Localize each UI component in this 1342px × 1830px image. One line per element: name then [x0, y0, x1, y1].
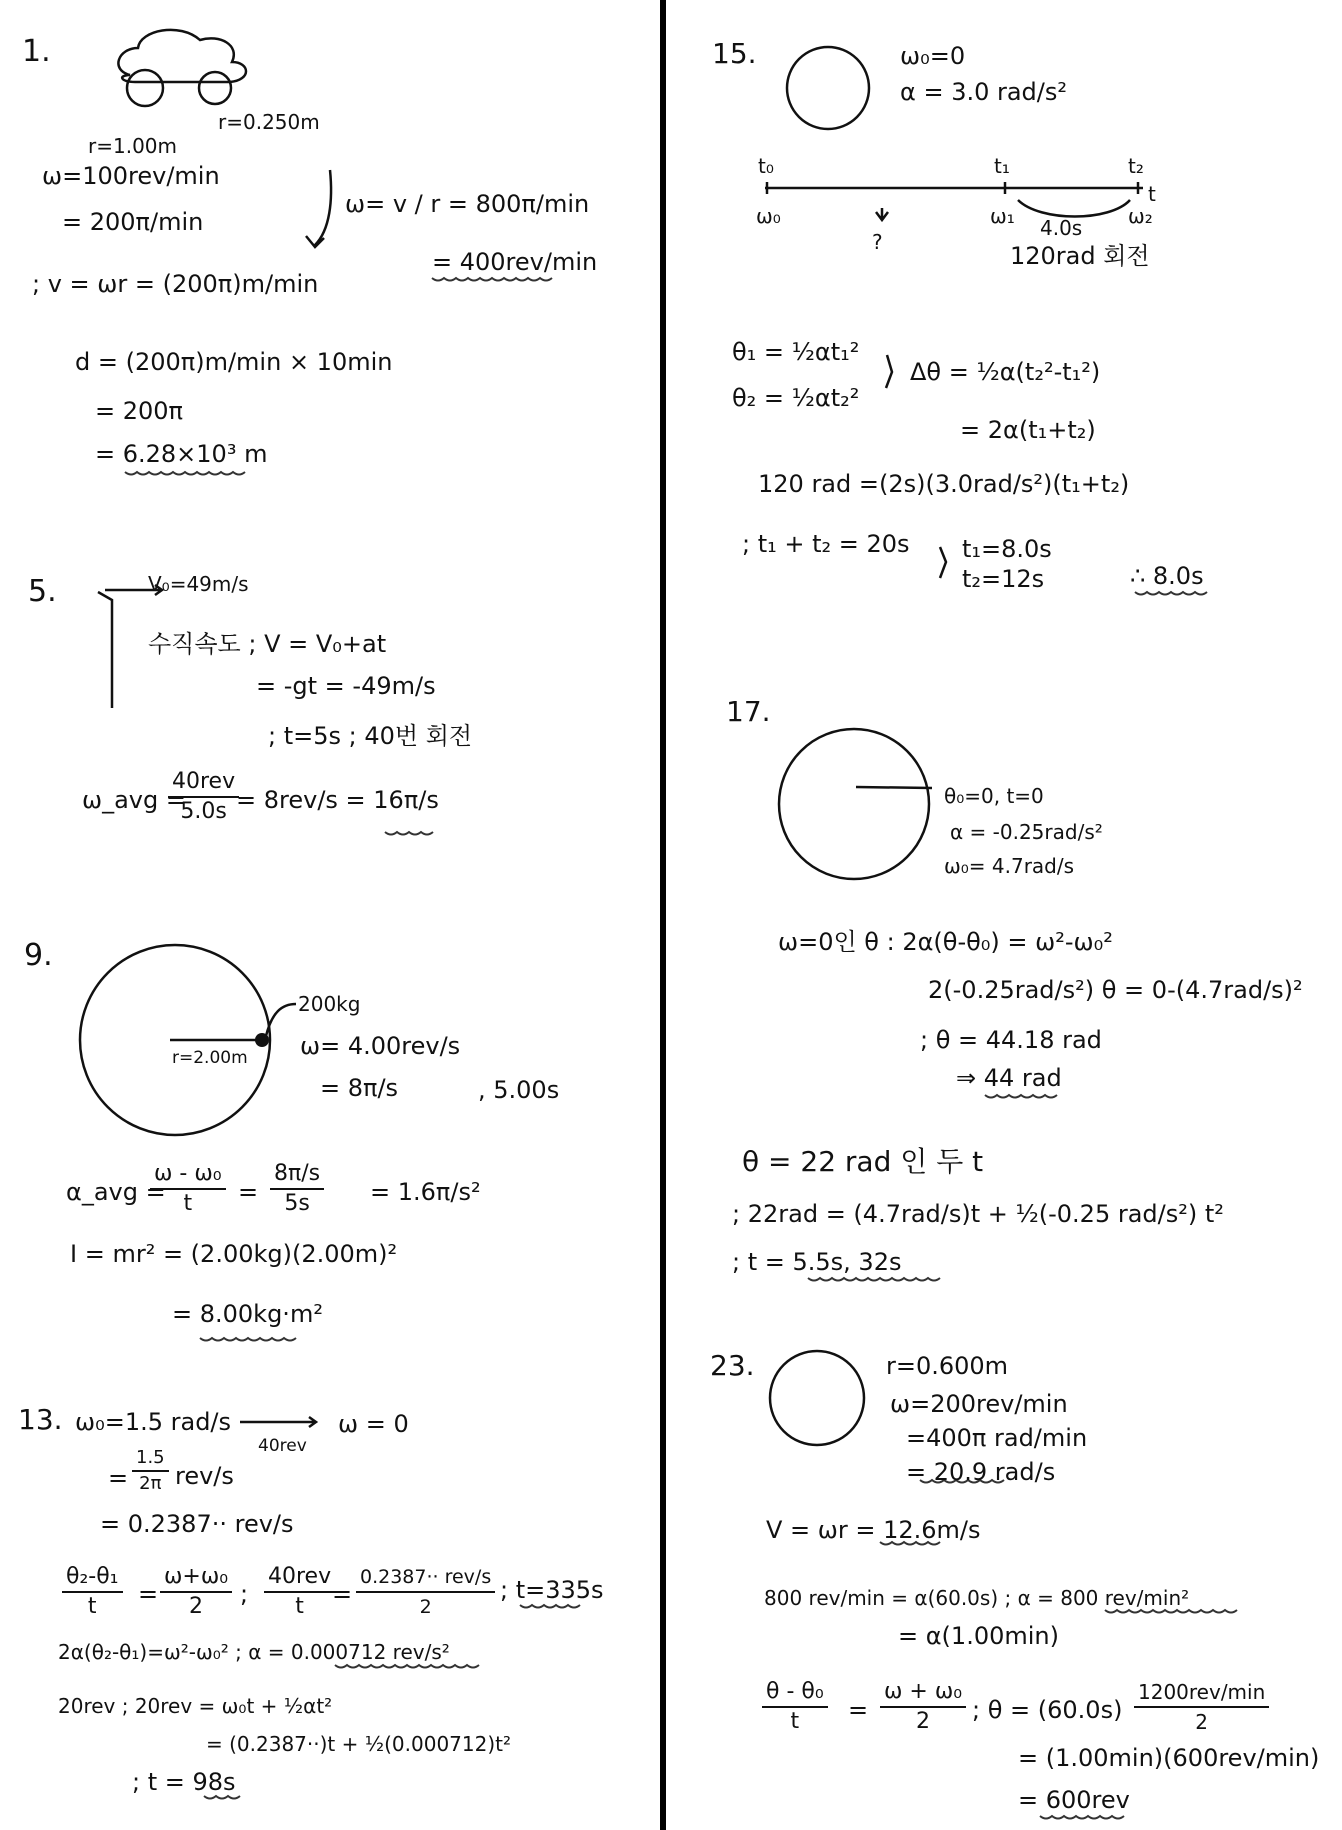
p17-line-4: ⇒ 44 rad [956, 1064, 1062, 1092]
p15-alpha: α = 3.0 rad/s² [900, 78, 1068, 106]
p9-alpha-avg-label: α_avg = [66, 1178, 166, 1206]
circle-15-drawing [787, 47, 869, 129]
p13-conversion-2: = 0.2387·· rev/s [100, 1510, 294, 1538]
car-wheel-left-drawing [127, 70, 163, 106]
underline-16pi [385, 832, 433, 835]
underline-600rev [1040, 1816, 1124, 1819]
p17-condition-3: ω₀= 4.7rad/s [944, 854, 1075, 878]
p5-line-1: 수직속도 ; V = V₀+at [148, 630, 387, 658]
p1-omega-ratio: ω= v / r = 800π/min [345, 190, 590, 218]
p13-conversion-bottom: 2π [139, 1473, 162, 1494]
p13-eq-fraction-2 [160, 1565, 232, 1619]
p13-eq-fraction-4-bottom: 2 [419, 1596, 432, 1618]
arrow-1-drawing [306, 170, 331, 247]
underline-t-values [808, 1278, 940, 1281]
underline-8s [1135, 592, 1207, 595]
p5-fraction-top: 40rev [168, 770, 239, 798]
p23-fraction-3-top: 1200rev/min [1134, 1680, 1269, 1708]
p23-fraction-equals: = [848, 1696, 869, 1724]
p9-omega: ω= 4.00rev/s [300, 1032, 461, 1060]
p23-fraction-3-bottom: 2 [1195, 1710, 1208, 1734]
problem-5-number: 5. [28, 574, 57, 609]
circle-23-drawing [770, 1351, 864, 1445]
p17-line-3: ; θ = 44.18 rad [920, 1026, 1102, 1054]
p13-eq-fraction-1-top: θ₂-θ₁ [62, 1565, 123, 1593]
p13-conversion-top: 1.5 [132, 1448, 169, 1472]
p1-distance-2: = 200π [95, 397, 183, 425]
p5-fraction-bottom: 5.0s [180, 799, 227, 824]
p13-eq-fraction-4-top: 0.2387·· rev/s [356, 1565, 495, 1593]
circle-17-drawing [779, 729, 929, 879]
p23-fraction-1 [762, 1680, 828, 1734]
problem-23-number: 23. [710, 1349, 755, 1382]
p15-delta-theta-2: = 2α(t₁+t₂) [960, 416, 1096, 444]
p23-velocity: V = ωr = 12.6m/s [766, 1516, 981, 1544]
p13-eq-fraction-2-bottom: 2 [189, 1594, 204, 1619]
p17-line-5: θ = 22 rad 인 두 t [742, 1145, 984, 1178]
column-divider [660, 0, 666, 1830]
p13-eq-fraction-1 [62, 1565, 123, 1619]
p5-line-3: ; t=5s ; 40번 회전 [268, 722, 473, 750]
car-wheel-right-drawing [199, 72, 231, 104]
p13-20rev-2: = (0.2387··)t + ½(0.000712)t² [206, 1732, 512, 1756]
p15-rotation: 120rad 회전 [1010, 242, 1150, 270]
p13-arrow-label: 40rev [258, 1436, 307, 1456]
p9-equals: = [238, 1178, 259, 1206]
underline-8kgm2 [200, 1338, 296, 1341]
p15-t1-value: t₁=8.0s [962, 535, 1052, 563]
underline-44rad [985, 1095, 1057, 1098]
p15-label-t1: t₁ [994, 154, 1010, 178]
p23-fraction-2 [880, 1680, 966, 1734]
p13-alpha: 2α(θ₂-θ₁)=ω²-ω₀² ; α = 0.000712 rev/s² [58, 1640, 450, 1664]
p23-theta-2: = (1.00min)(600rev/min) [1018, 1744, 1320, 1772]
p17-condition-1: θ₀=0, t=0 [944, 784, 1044, 808]
p1-omega-2: = 200π/min [62, 208, 204, 236]
p23-omega-3: = 20.9 rad/s [906, 1458, 1056, 1486]
p1-distance-3: = 6.28×10³ m [95, 440, 268, 468]
p9-inertia-2: = 8.00kg·m² [172, 1300, 323, 1328]
p15-label-w1: ω₁ [990, 204, 1015, 228]
p17-line-1: ω=0인 θ : 2α(θ-θ₀) = ω²-ω₀² [778, 928, 1113, 956]
p9-mass: 200kg [298, 992, 361, 1016]
p9-inertia-1: I = mr² = (2.00kg)(2.00m)² [70, 1240, 398, 1268]
p1-track-radius: r=1.00m [88, 134, 177, 158]
p9-alpha-avg-result: = 1.6π/s² [370, 1178, 481, 1206]
p15-t2-value: t₂=12s [962, 565, 1045, 593]
circle-9-drawing [80, 945, 270, 1135]
car-body-drawing [118, 30, 246, 82]
p9-radius: r=2.00m [172, 1048, 248, 1068]
p23-alpha-2: = α(1.00min) [898, 1622, 1059, 1650]
p15-sum: ; t₁ + t₂ = 20s [742, 530, 910, 558]
problem-9-number: 9. [24, 938, 53, 973]
p23-omega-1: ω=200rev/min [890, 1390, 1068, 1418]
underline-335s [520, 1605, 580, 1608]
p23-radius: r=0.600m [886, 1352, 1009, 1380]
p13-eq-fraction-4 [356, 1565, 495, 1619]
p13-conversion-unit: rev/s [175, 1462, 234, 1490]
p1-velocity: ; v = ωr = (200π)m/min [32, 270, 319, 298]
p9-time: , 5.00s [478, 1076, 560, 1104]
down-arrow-15-drawing [876, 208, 888, 220]
p23-fraction-1-bottom: t [790, 1709, 800, 1734]
p15-label-t2: t₂ [1128, 154, 1144, 178]
p15-omega0: ω₀=0 [900, 42, 966, 70]
bracket-5-drawing [98, 592, 112, 708]
p13-eq-fraction-3 [264, 1565, 335, 1619]
p13-semicolon: ; [240, 1580, 249, 1608]
p23-alpha-1: 800 rev/min = α(60.0s) ; α = 800 rev/min² [764, 1586, 1190, 1610]
p13-omega0: ω₀=1.5 rad/s [75, 1408, 232, 1436]
p23-omega-2: =400π rad/min [906, 1424, 1088, 1452]
p9-fraction-2-top: 8π/s [270, 1162, 324, 1190]
p15-label-w2: ω₂ [1128, 204, 1153, 228]
p23-fraction-2-bottom: 2 [916, 1709, 931, 1734]
p13-time-2: ; t = 98s [132, 1768, 236, 1796]
p15-duration: 4.0s [1040, 216, 1083, 240]
p23-theta-3: = 600rev [1018, 1786, 1130, 1814]
mass-pointer-9-drawing [266, 1004, 296, 1036]
underline-400rev [432, 278, 552, 281]
p13-20rev: 20rev ; 20rev = ω₀t + ½αt² [58, 1694, 333, 1718]
p5-omega-avg-result: = 8rev/s = 16π/s [236, 786, 439, 814]
p23-fraction-3 [1134, 1680, 1269, 1734]
p13-conversion-fraction [132, 1448, 169, 1494]
p5-omega-avg-label: ω_avg = [82, 786, 186, 814]
arrow-13-drawing [240, 1417, 316, 1427]
p15-answer: ∴ 8.0s [1130, 562, 1204, 590]
p15-label-w0: ω₀ [756, 204, 781, 228]
p9-fraction-1 [150, 1162, 226, 1216]
p15-delta-theta: Δθ = ½α(t₂²-t₁²) [910, 358, 1101, 386]
p17-line-7: ; t = 5.5s, 32s [732, 1248, 902, 1276]
p13-eq-fraction-3-top: 40rev [264, 1565, 335, 1593]
p15-axis-t: t [1148, 182, 1156, 206]
problem-17-number: 17. [726, 695, 771, 728]
radius-17-drawing [856, 787, 932, 788]
p15-unknown: ? [872, 230, 883, 254]
p5-initial-velocity: V₀=49m/s [148, 572, 249, 596]
p15-theta2: θ₂ = ½αt₂² [732, 384, 860, 412]
p9-fraction-1-bottom: t [183, 1191, 193, 1216]
problem-15-number: 15. [712, 37, 757, 70]
p9-fraction-1-top: ω - ω₀ [150, 1162, 226, 1190]
p13-time-1: ; t=335s [500, 1576, 604, 1604]
p15-label-t0: t₀ [758, 154, 774, 178]
p23-fraction-2-top: ω + ω₀ [880, 1680, 966, 1708]
p9-fraction-2 [270, 1162, 324, 1216]
p13-eq-fraction-1-bottom: t [87, 1594, 97, 1619]
p13-omega-end: ω = 0 [338, 1410, 409, 1438]
underline-98s [204, 1796, 240, 1799]
p13-eq-fraction-3-bottom: t [295, 1594, 304, 1619]
p9-fraction-2-bottom: 5s [284, 1191, 310, 1216]
p5-line-2: = -gt = -49m/s [256, 672, 436, 700]
p1-omega-result: = 400rev/min [432, 248, 598, 276]
mass-dot-9-drawing [255, 1033, 269, 1047]
bracket-15a-drawing [886, 355, 892, 388]
p17-line-6: ; 22rad = (4.7rad/s)t + ½(-0.25 rad/s²) t² [732, 1200, 1224, 1228]
problem-13-number: 13. [18, 1403, 63, 1436]
p13-eq-fraction-2-top: ω+ω₀ [160, 1565, 232, 1593]
p13-conv-equals: = [108, 1464, 129, 1492]
p13-eq-equals-2: = [332, 1580, 353, 1608]
p5-fraction [168, 770, 239, 824]
p17-line-2: 2(-0.25rad/s²) θ = 0-(4.7rad/s)² [928, 976, 1303, 1004]
p17-condition-2: α = -0.25rad/s² [950, 820, 1103, 844]
p15-equation: 120 rad =(2s)(3.0rad/s²)(t₁+t₂) [758, 470, 1130, 498]
p23-fraction-1-top: θ - θ₀ [762, 1680, 828, 1708]
p1-distance-1: d = (200π)m/min × 10min [75, 348, 393, 376]
underline-628 [125, 472, 245, 475]
bracket-15b-drawing [940, 547, 946, 578]
p13-eq-equals-1: = [138, 1580, 159, 1608]
p1-wheel-radius: r=0.250m [218, 110, 320, 134]
p1-omega: ω=100rev/min [42, 162, 220, 190]
p23-theta: ; θ = (60.0s) [972, 1696, 1123, 1724]
p9-omega-2: = 8π/s [320, 1074, 399, 1102]
p15-theta1: θ₁ = ½αt₁² [732, 338, 860, 366]
problem-1-number: 1. [22, 34, 51, 69]
